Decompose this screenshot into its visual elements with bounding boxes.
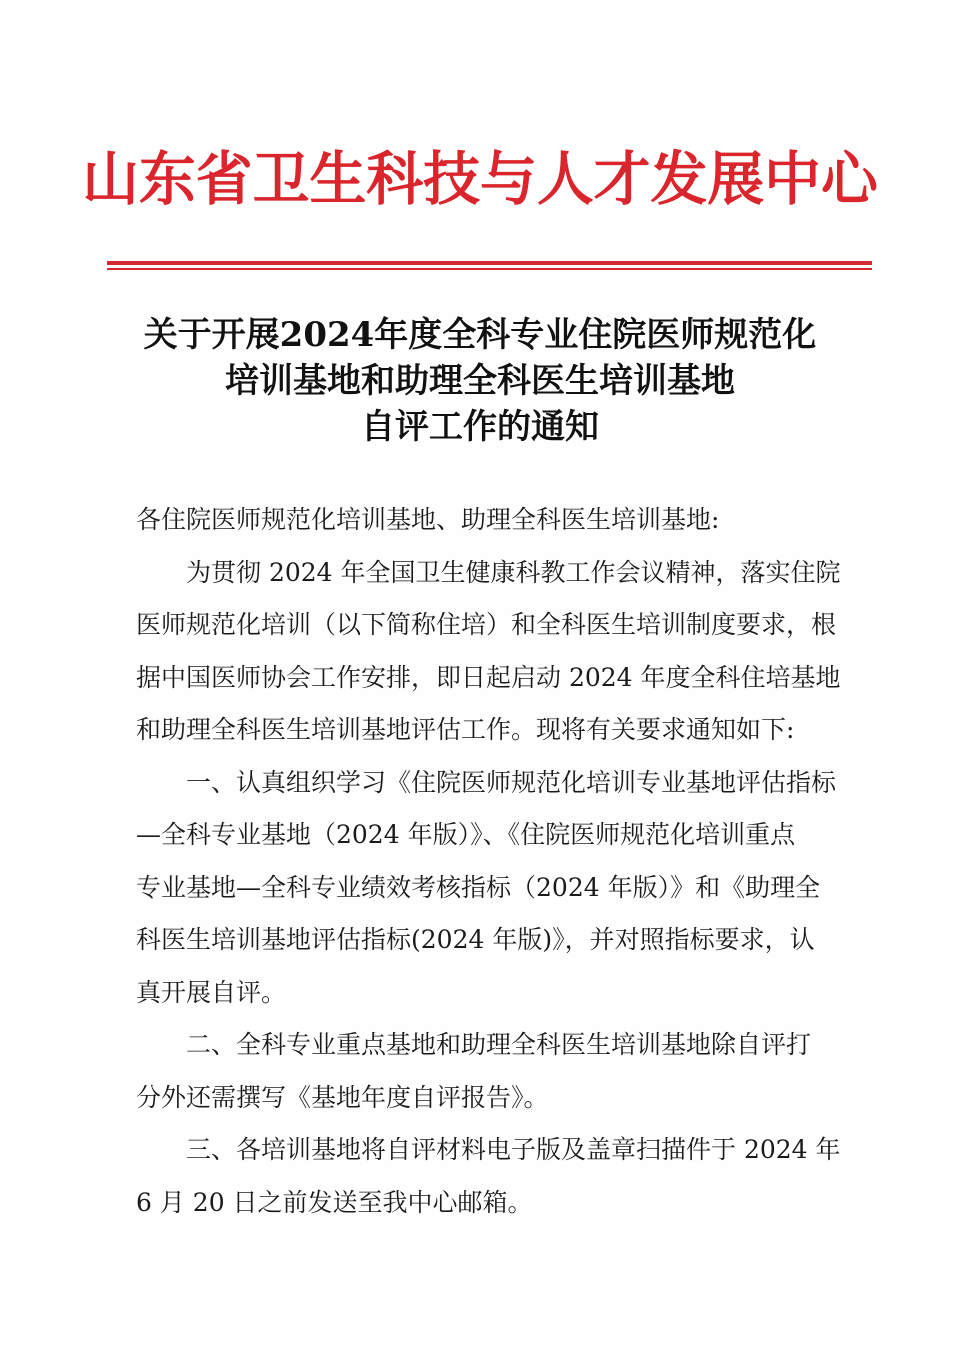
body-line: 真开展自评。: [136, 977, 287, 1007]
body-line: 6 月 20 日之前发送至我中心邮箱。: [136, 1187, 533, 1217]
title-line: 培训基地和助理全科医生培训基地: [225, 361, 735, 401]
document-body: [136, 494, 841, 1229]
body-line-item-2: 二、全科专业重点基地和助理全科医生培训基地除自评打: [186, 1030, 812, 1059]
body-line-item-1: 一、认真组织学习《住院医师规范化培训专业基地评估指标: [186, 767, 837, 797]
title-line: 关于开展2024年度全科专业住院医师规范化: [143, 315, 817, 355]
body-line: 分外还需撰写《基地年度自评报告》。: [136, 1082, 549, 1112]
body-line: 科医生培训基地评估指标(2024 年版)》，并对照指标要求，认: [136, 925, 815, 954]
body-line: —全科专业基地（2024 年版）》、《住院医师规范化培训重点: [136, 820, 796, 849]
body-line: 专业基地—全科专业绩效考核指标（2024 年版）》和《助理全: [136, 872, 821, 902]
letterhead-red-rule-thick: [107, 261, 872, 265]
title-line: 自评工作的通知: [361, 407, 599, 447]
body-line: 医师规范化培训（以下简称住培）和全科医生培训制度要求，根: [136, 610, 837, 639]
letterhead-org-name: 山东省卫生科技与人才发展中心: [82, 145, 878, 213]
body-line: 为贯彻 2024 年全国卫生健康科教工作会议精神，落实住院: [186, 557, 841, 587]
body-line: 和助理全科医生培训基地评估工作。现将有关要求通知如下:: [136, 715, 795, 744]
letterhead-red-rule-thin: [107, 268, 872, 270]
body-line-item-3: 三、各培训基地将自评材料电子版及盖章扫描件于 2024 年: [186, 1135, 841, 1164]
document-title: [80, 312, 880, 450]
body-line-salutation: 各住院医师规范化培训基地、助理全科医生培训基地:: [136, 505, 720, 534]
body-line: 据中国医师协会工作安排，即日起启动 2024 年度全科住培基地: [136, 662, 841, 692]
